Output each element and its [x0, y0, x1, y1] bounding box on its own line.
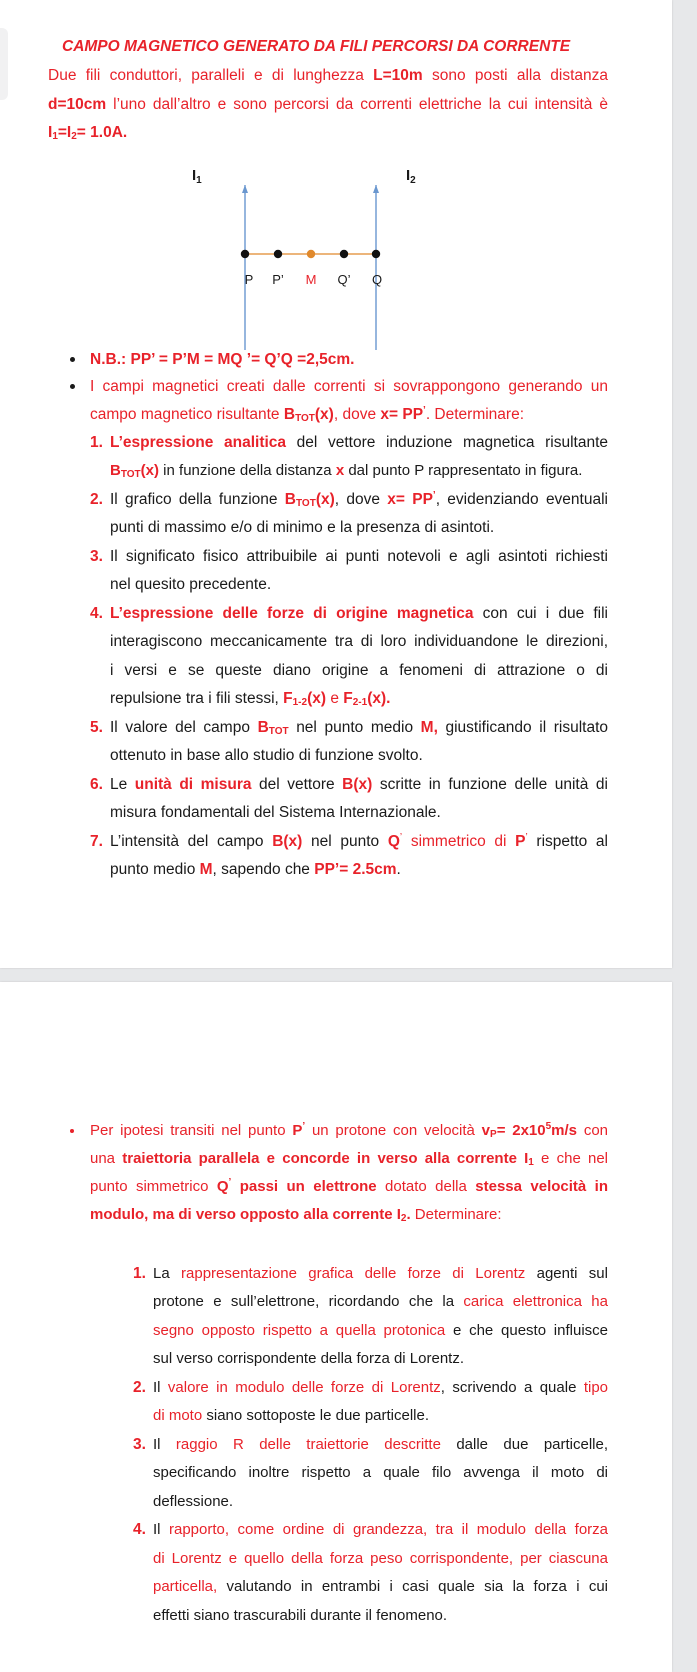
item-2-line-2: punti di massimo e/o di minimo e la presenza di asintoti.	[110, 519, 495, 536]
point-m-dot	[307, 250, 315, 258]
ipotesi-line-3: punto simmetrico Q’ passi un elettrone dotato della stessa velocità in	[90, 1177, 608, 1195]
point-p-dot	[241, 250, 249, 258]
ipotesi-line-4: modulo, ma di verso opposto alla corrente $I_2$. Determinare:	[90, 1206, 502, 1224]
nb-text: PP’ = P’M = MQ ’= Q’Q =2,5cm.	[130, 351, 355, 368]
item2-1-line-1: La rappresentazione grafica delle forze di Lorentz agenti sul	[153, 1265, 608, 1282]
item2-1-line-2: protone e sull’elettrone, ricordando che la carica elettronica ha	[153, 1293, 608, 1310]
intro-line-2	[48, 95, 608, 115]
item-6-number: 6.	[90, 776, 103, 793]
intro-text: sono posti alla distanza	[422, 67, 608, 84]
item2-4-line-3: particella, valutando in entrambi i casi quale sia la forza i cui	[153, 1578, 608, 1595]
wire-1-label: $I_1$	[192, 167, 202, 186]
point-q-dot	[372, 250, 380, 258]
item2-4-number: 4.	[133, 1521, 146, 1538]
item-5-number: 5.	[90, 719, 103, 736]
point-m-label: M	[305, 272, 317, 287]
point-q-label: Q	[371, 272, 383, 287]
item-7-line-2: punto medio M, sapendo che PP’= 2.5cm.	[110, 861, 401, 878]
nb-label: N.B.:	[90, 351, 127, 368]
intro-text: Due fili conduttori, paralleli e di lunghezza	[48, 67, 374, 84]
length-value: L=10m	[373, 67, 423, 84]
item2-1-line-4: sul verso corrispondente della forza di Lorentz.	[153, 1350, 465, 1367]
item-4-line-2: interagiscono meccanicamente tra di loro individuandone le direzioni,	[110, 633, 608, 650]
item-1-line-2: $B_{TOT}(x)$ in funzione della distanza x dal punto P rappresentato in figura.	[110, 462, 583, 480]
point-p-prime-label: P’	[272, 272, 284, 287]
item-5-line-1: Il valore del campo $B_{TOT}$ nel punto medio M, giustificando il risultato	[110, 719, 609, 737]
item-6-line-1: Le unità di misura del vettore B(x) scritte in funzione delle unità di	[110, 776, 608, 793]
intro-line-1	[48, 66, 608, 86]
item2-3-number: 3.	[133, 1436, 146, 1453]
bullet	[70, 357, 75, 362]
distance-value: d=10cm	[48, 96, 107, 113]
ipotesi-line-1: Per ipotesi transiti nel punto P’ un protone con velocità $v_P= 2x10^5m/s$ con	[90, 1121, 608, 1140]
wire-diagram	[150, 155, 440, 350]
item2-1-number: 1.	[133, 1265, 146, 1282]
wire-1-arrow	[242, 185, 248, 193]
item2-2-number: 2.	[133, 1379, 146, 1396]
page-2	[0, 982, 672, 1672]
wire-2-label: $I_2$	[406, 167, 416, 186]
wire-2-arrow	[373, 185, 379, 193]
point-q-prime-dot	[340, 250, 348, 258]
item-2-line-1: Il grafico della funzione $B_{TOT}(x)$, dove x= PP’, evidenziando eventuali	[110, 490, 608, 509]
item-2-number: 2.	[90, 491, 103, 508]
item2-3-line-1: Il raggio R delle traiettorie descritte dalle due particelle,	[153, 1436, 609, 1453]
intro-text: l’uno dall’altro e sono percorsi da correnti elettriche la cui intensità è	[106, 96, 608, 113]
point-p-label: P	[244, 272, 254, 287]
point-p-prime-dot	[274, 250, 282, 258]
item-7-number: 7.	[90, 833, 103, 850]
item2-2-line-2: di moto siano sottoposte le due particelle.	[153, 1407, 430, 1424]
item2-4-line-1: Il rapporto, come ordine di grandezza, tra il modulo della forza	[153, 1521, 609, 1538]
item-3-line-2: nel quesito precedente.	[110, 576, 272, 593]
item-7-line-1: L’intensità del campo B(x) nel punto Q’ simmetrico di P’ rispetto al	[110, 832, 608, 850]
intro-line-3: $I_1=I_2= 1.0A$.	[48, 124, 128, 142]
item2-3-line-3: deflessione.	[153, 1493, 234, 1510]
nb-line	[90, 350, 354, 370]
item-4-line-4: repulsione tra i fili stessi, $F_{1-2}(x)$ e $F_{2-1}(x)$.	[110, 690, 391, 708]
campi-line-1: I campi magnetici creati dalle correnti si sovrappongono generando un	[90, 378, 608, 395]
item-4-line-1: L’espressione delle forze di origine magnetica con cui i due fili	[110, 605, 608, 622]
bullet	[70, 1129, 74, 1133]
item2-4-line-4: effetti siano trascurabili durante il fenomeno.	[153, 1607, 448, 1624]
bullet	[70, 384, 75, 389]
item2-3-line-2: specificando inoltre rispetto a quale filo avvenga il moto di	[153, 1464, 608, 1481]
left-tab	[0, 28, 8, 100]
item-5-line-2: ottenuto in base allo studio di funzione svolto.	[110, 747, 423, 764]
item-3-line-1: Il significato fisico attribuibile ai punti notevoli e agli asintoti richiesti	[110, 548, 608, 565]
page-title: CAMPO MAGNETICO GENERATO DA FILI PERCORSI DA CORRENTE	[62, 38, 571, 55]
ipotesi-line-2: una traiettoria parallela e concorde in verso alla corrente $I_1$ e che nel	[90, 1150, 608, 1168]
campi-line-2: campo magnetico risultante $B_{TOT}(x)$, dove x= PP’. Determinare:	[90, 405, 525, 424]
item2-2-line-1: Il valore in modulo delle forze di Lorentz, scrivendo a quale tipo	[153, 1379, 608, 1396]
item-1-number: 1.	[90, 434, 103, 451]
item2-1-line-3: segno opposto rispetto a quella protonica e che questo influisce	[153, 1322, 608, 1339]
item-3-number: 3.	[90, 548, 103, 565]
item-4-line-3: i versi e se queste diano origine a fenomeni di attrazione o di	[110, 662, 608, 679]
item-1-line-1: L’espressione analitica del vettore induzione magnetica risultante	[110, 434, 608, 451]
item-6-line-2: misura fondamentali del Sistema Internazionale.	[110, 804, 441, 821]
item-4-number: 4.	[90, 605, 103, 622]
item2-4-line-2: di Lorentz e quello della forza peso corrispondente, per ciascuna	[153, 1550, 608, 1567]
point-q-prime-label: Q’	[337, 272, 351, 287]
